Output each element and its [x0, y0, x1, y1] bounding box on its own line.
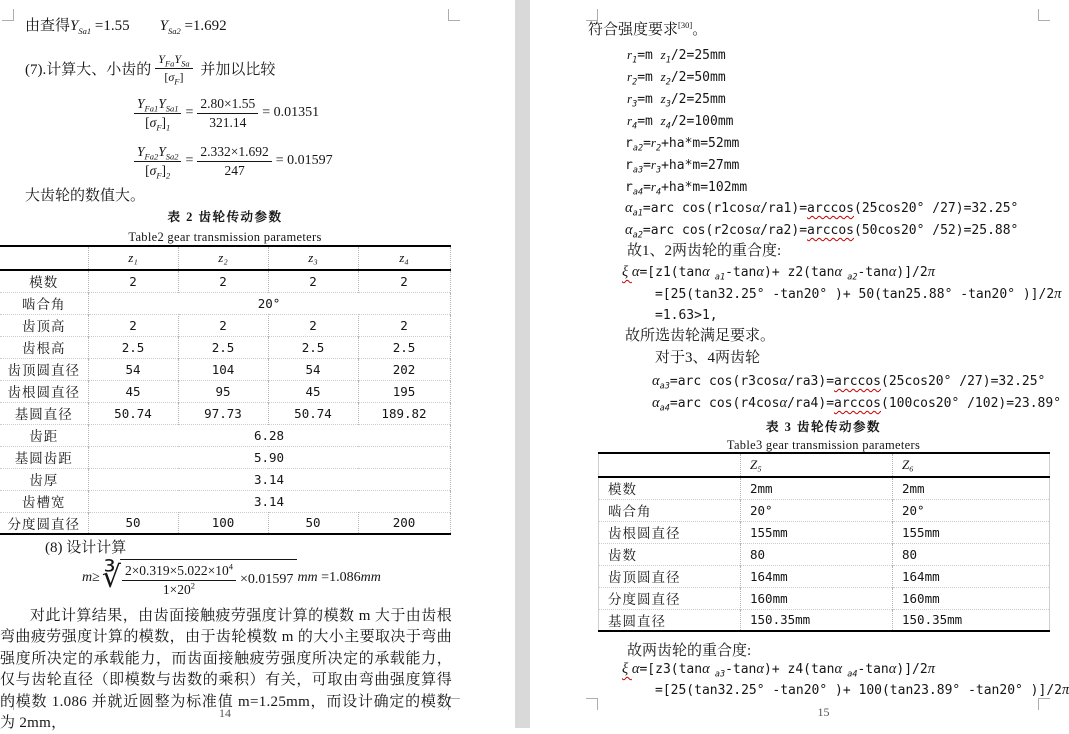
- table-row: 齿数 80 80: [599, 543, 1050, 565]
- col-z4: z₄: [358, 246, 450, 270]
- formula-xi-1: ξ α=[z1(tanα $_{a1}$-tanα)+ z2(tanα $_{a2}$-tanα)]/2π: [622, 264, 935, 283]
- formula-ra4: $r_{a4}=r_4+ha*m=102mm$: [625, 179, 748, 198]
- margin-mark-top-left: [586, 9, 598, 21]
- page-number-14: 14: [219, 706, 231, 720]
- step-7-text: (7).计算大、小齿的: [25, 61, 152, 78]
- formula-result: mm =1.086mm: [297, 570, 381, 585]
- formula-xi-1-cont: =[25(tan32.25° -tan20° )+ 50(tan25.88° -tan20° )]/2π: [655, 286, 1062, 302]
- formula-module: [82, 556, 381, 600]
- table-row: 齿厚 3.14: [0, 468, 450, 490]
- formula-result: = 0.01597: [275, 153, 333, 168]
- formula-ratio-1: $\frac{Y_{Fa1}Y_{Sa1}}{[\sigma_F]_1}$ = $\frac{2.80\times 1.55}{321.14}$ = 0.01351: [130, 90, 319, 136]
- page-divider: [515, 0, 530, 728]
- step-7-line: [25, 44, 275, 92]
- table-row: 啮合角 20°: [0, 292, 450, 314]
- formula-r2: $r_2=m$ $z_2/2=50mm$: [627, 69, 726, 88]
- table-row: 齿顶圆直径 54 104 54 202: [0, 358, 450, 380]
- inline-fraction: $\frac{Y_{Fa}Y_{Sa}}{[\sigma_F]}$: [155, 52, 192, 85]
- formula-ratio-2: $\frac{Y_{Fa2}Y_{Sa2}}{[\sigma_F]_2}$ = $\frac{2.332\times 1.692}{247}$ = 0.01597: [130, 138, 333, 184]
- table-3-caption-cn: 表 3 齿轮传动参数: [765, 420, 881, 434]
- col-z3: z₃: [268, 246, 358, 270]
- formula-r4: $r_4=m$ $z_4/2=100mm$: [627, 113, 734, 132]
- formula-xi-2-cont: =[25(tan32.25° -tan20° )+ 100(tan23.89° -tan20° )]/2π: [655, 682, 1069, 698]
- gear-parameters-table-3: [598, 452, 1050, 632]
- table-row: 齿根圆直径 45 95 45 195: [0, 380, 450, 402]
- col-z1: z₁: [88, 246, 178, 270]
- formula-ra2: $r_{a2}=r_2+ha*m=52mm$: [625, 135, 740, 154]
- margin-mark-top-right: [1038, 9, 1050, 21]
- formula-r3: $r_3=m$ $z_3/2=25mm$: [627, 91, 726, 110]
- table-row: 齿距 6.28: [0, 424, 450, 446]
- table-header-row: [0, 246, 450, 270]
- formula-alpha-a2: $\alpha_{a2}=arc$ cos(r2cosα/ra2)=arccos(50cos20° /52)=25.88°: [625, 222, 1019, 241]
- page-14: [0, 0, 515, 732]
- col-z2: z₂: [178, 246, 268, 270]
- table-2-caption-en: Table2 gear transmission parameters: [128, 230, 322, 244]
- formula-xi-2: ξ α=[z3(tanα $_{a3}$-tanα)+ z4(tanα $_{a4}$-tanα)]/2π: [622, 661, 935, 680]
- table-3-caption-en: Table3 gear transmission parameters: [726, 438, 921, 452]
- table-row: 齿顶高 2 2 2 2: [0, 314, 450, 336]
- formula-alpha-a1: $\alpha_{a1}=arc$ cos(r1cosα/ra1)=arccos(25cos20° /27)=32.25°: [625, 200, 1019, 219]
- table-row: 分度圆直径 160mm 160mm: [599, 587, 1050, 609]
- margin-mark-top-left: [2, 9, 14, 21]
- table-row: 啮合角 20° 20°: [599, 499, 1050, 521]
- formula-alpha-a4: $\alpha_{a4}=arc$ cos(r4cosα/ra4)=arccos(100cos20° /102)=23.89°: [652, 395, 1062, 414]
- table-row: 齿顶圆直径 164mm 164mm: [599, 565, 1050, 587]
- line-ysa-values: 由查得$Y_{Sa1} =1.55$ $Y_{Sa2} =1.692$: [25, 18, 227, 36]
- body-paragraph: 对此计算结果，由齿面接触疲劳强度计算的模数 m 大于由齿根弯曲疲劳强度计算的模数，由于齿轮模数 m 的大小主要取决于弯曲强度所决定的承载能力，而齿面接触疲劳强度所决定的承载能力，仅与齿轮直径（即模数与齿数的乘积）有关，可取由弯曲强度算得的模数 1.086 并就近圆整为标准值 m=1.25mm，而设计确定的模数为 2mm，: [0, 608, 452, 732]
- formula-lhs: m≥: [82, 570, 100, 585]
- gear-parameters-table-2: [0, 245, 451, 535]
- page-number-15: 15: [817, 705, 830, 719]
- note-both-gears: 故两齿轮的重合度:: [627, 643, 752, 659]
- table-2-caption-cn: 表 2 齿轮传动参数: [167, 210, 283, 224]
- table-row: 基圆直径 150.35mm 150.35mm: [599, 609, 1050, 631]
- formula-result: = 0.01351: [262, 105, 320, 120]
- strength-requirement-line: 符合强度要求[30]。: [588, 20, 708, 38]
- radicand: $\frac{2\times 0.319\times 5.022\times 10^4}{1\times 20^2}$ ×0.01597: [120, 559, 298, 598]
- margin-mark-bottom-left: [586, 698, 598, 710]
- formula-xi-1-result: =1.63>1,: [655, 308, 718, 323]
- margin-mark-top-right: [448, 9, 460, 21]
- formula-ra3: $r_{a3}=r_3+ha*m=27mm$: [625, 157, 740, 176]
- table-row: 基圆齿距 5.90: [0, 446, 450, 468]
- table-row: 齿槽宽 3.14: [0, 490, 450, 512]
- big-gear-note: 大齿轮的数值大。: [25, 188, 146, 204]
- note-gears-3-4: 对于3、4两齿轮: [655, 350, 761, 366]
- note-gears-1-2: 故1、2两齿轮的重合度:: [627, 243, 782, 259]
- table-row: 分度圆直径 50 100 50 200: [0, 512, 450, 534]
- cube-root-symbol: ∛: [101, 560, 121, 595]
- table-header-row: [599, 453, 1050, 477]
- corner-cell: [599, 453, 741, 477]
- table-row: 齿根高 2.5 2.5 2.5 2.5: [0, 336, 450, 358]
- page-15: [530, 0, 1069, 728]
- table-row: 齿根圆直径 155mm 155mm: [599, 521, 1050, 543]
- equals-sign: =: [185, 105, 194, 120]
- table-row: 模数 2mm 2mm: [599, 477, 1050, 499]
- equals-sign: =: [185, 153, 194, 168]
- table-row: 基圆直径 50.74 97.73 50.74 189.82: [0, 402, 450, 424]
- corner-cell: [0, 246, 88, 270]
- table-row: 模数 2 2 2 2: [0, 270, 450, 292]
- step-8-heading: (8) 设计计算: [45, 540, 127, 556]
- note-gears-satisfy: 故所选齿轮满足要求。: [625, 328, 776, 344]
- col-z6: Z₆: [893, 453, 1050, 477]
- col-z5: Z₅: [741, 453, 893, 477]
- formula-alpha-a3: $\alpha_{a3}=arc$ cos(r3cosα/ra3)=arccos(25cos20° /27)=32.25°: [652, 373, 1046, 392]
- formula-r1: $r_1=m$ $z_1/2=25mm$: [627, 47, 726, 66]
- step-7-text-after: 并加以比较: [196, 61, 276, 78]
